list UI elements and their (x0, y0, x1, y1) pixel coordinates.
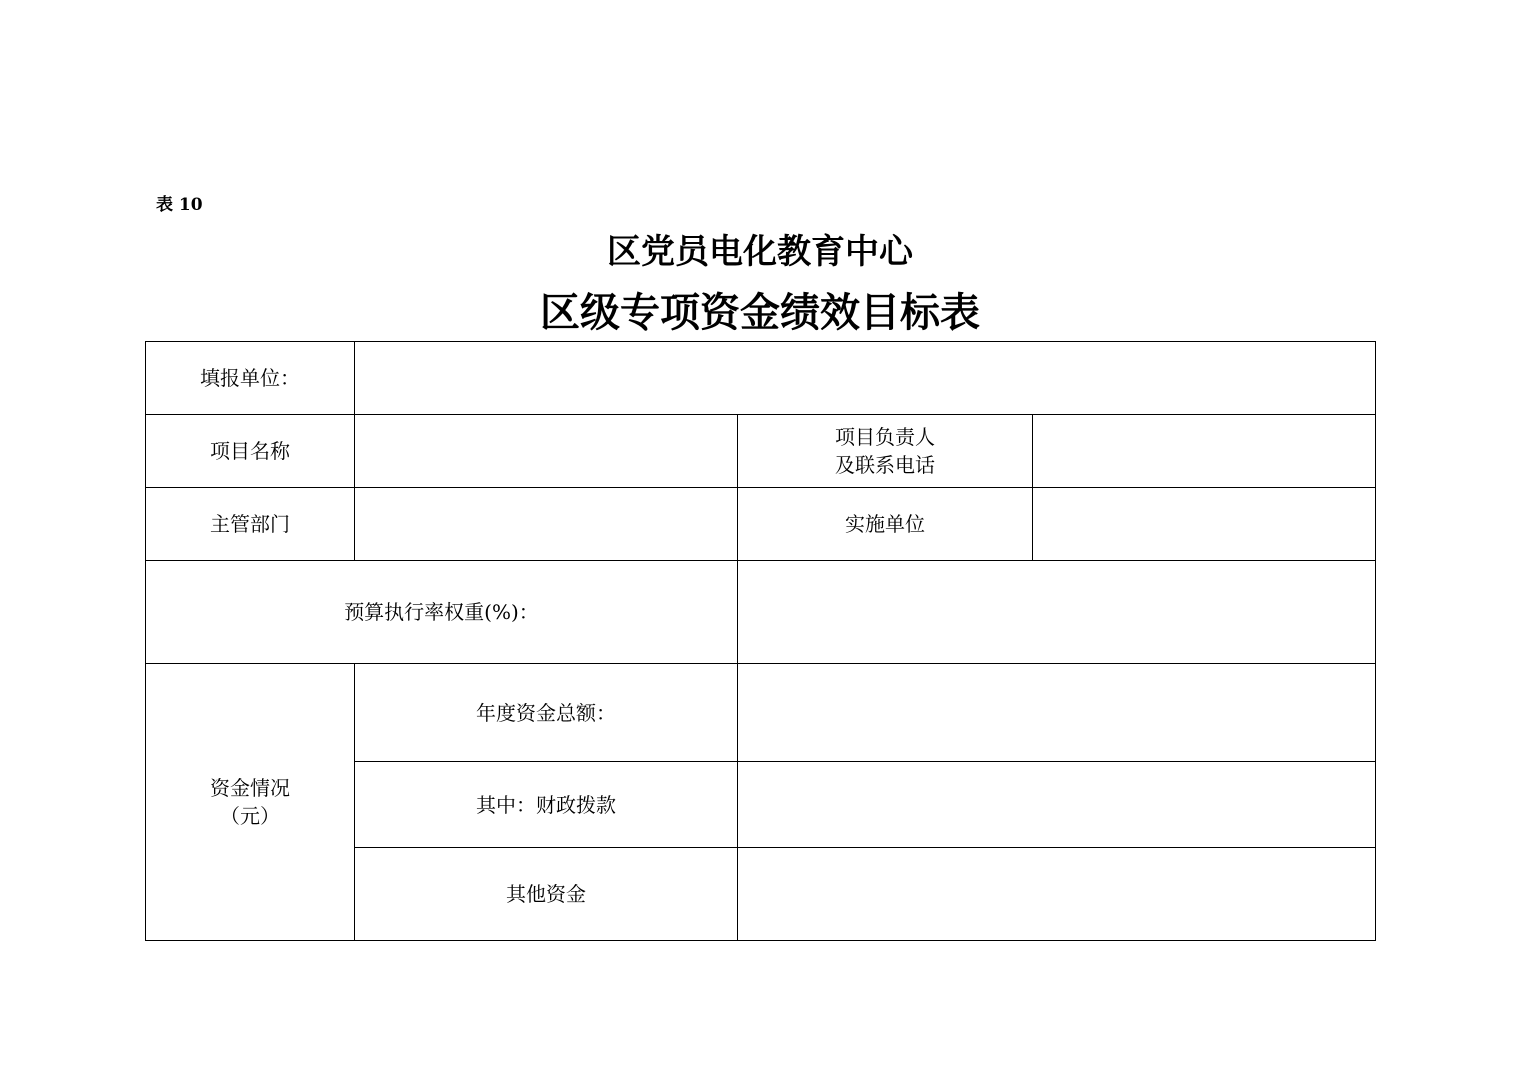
other-funds-field[interactable] (738, 848, 1376, 941)
fiscal-allocation-field[interactable] (738, 762, 1376, 848)
performance-target-table (145, 341, 1376, 941)
reporting-unit-field[interactable] (355, 342, 1376, 415)
project-leader-label-line2: 及联系电话 (835, 453, 935, 477)
funds-label-line1: 资金情况 (210, 776, 290, 800)
document-title-line1: 区党员电化教育中心 (607, 232, 913, 272)
project-name-label: 项目名称 (146, 415, 355, 488)
budget-weight-field[interactable] (738, 561, 1376, 664)
supervising-dept-label: 主管部门 (146, 488, 355, 561)
reporting-unit-label: 填报单位： (146, 342, 355, 415)
supervising-dept-field[interactable] (355, 488, 738, 561)
implementing-unit-field[interactable] (1033, 488, 1376, 561)
fiscal-allocation-label: 其中：财政拨款 (355, 762, 738, 848)
table-number: 表 10 (156, 195, 203, 215)
funds-label (146, 664, 355, 941)
funds-label-line2: （元） (220, 804, 280, 828)
project-leader-label (738, 415, 1033, 488)
annual-total-label: 年度资金总额： (355, 664, 738, 762)
document-title-line2: 区级专项资金绩效目标表 (540, 290, 980, 336)
budget-weight-label: 预算执行率权重(%)： (146, 561, 738, 664)
annual-total-field[interactable] (738, 664, 1376, 762)
other-funds-label: 其他资金 (355, 848, 738, 941)
project-leader-label-line1: 项目负责人 (835, 425, 935, 449)
implementing-unit-label: 实施单位 (738, 488, 1033, 561)
row-project-name (146, 415, 1376, 488)
row-budget-weight (146, 561, 1376, 664)
row-reporting-unit (146, 342, 1376, 415)
project-name-field[interactable] (355, 415, 738, 488)
row-annual-total (146, 664, 1376, 762)
project-leader-field[interactable] (1033, 415, 1376, 488)
row-supervising-dept (146, 488, 1376, 561)
